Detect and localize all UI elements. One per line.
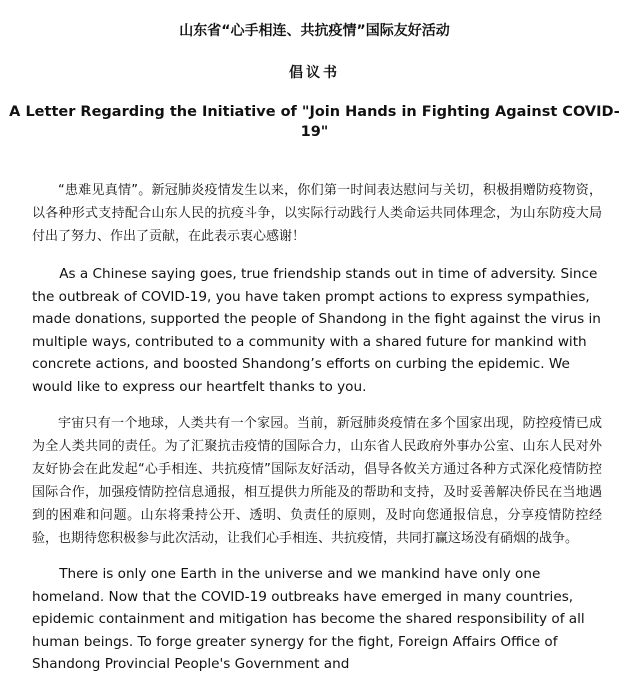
paragraph-chinese-2: 宇宙只有一个地球，人类共有一个家园。当前，新冠肺炎疫情在多个国家出现，防控疫情已成为全人类共同的责任。为了汇聚抗击疫情的国际合力，山东省人民政府外事办公室、山东人民对外友好协会在此发起“心手相连、共抗疫情”国际友好活动，倡导各攸关方通过各种方式深化疫情防控国际合作，加强疫情防控信息通报，相互提供力所能及的帮助和支持，及时妥善解决侨民在当地遇到的困难和问题。山东将秉持公开、透明、负责任的原则，及时向您通报信息，分享疫情防控经验，也期待您积极参与此次活动，让我们心手相连、共抗疫情，共同打赢这场没有硝烟的战争。 [32,416,602,546]
paragraph-english-2: There is only one Earth in the universe and we mankind have only one homeland. Now that the COVID-19 outbreaks have emerged in many countries, epidemic containment and mitigation has become the shared responsibility of all human beings. To forge greater synergy for the fight, Foreign Affairs Office of Shandong Provincial People's Government and [32,566,585,673]
english-letter-title: A Letter Regarding the Initiative of "Join Hands in Fighting Against COVID-19" [9,104,620,140]
paragraph-chinese-1: “患难见真情”。新冠肺炎疫情发生以来，你们第一时间表达慰问与关切，积极捐赠防疫物资，以各种形式支持配合山东人民的抗疫斗争，以实际行动践行人类命运共同体理念，为山东防疫大局付出了努力、作出了贡献，在此表示衷心感谢！ [32,183,602,244]
paragraph-english-1: As a Chinese saying goes, true friendship stands out in time of adversity. Since the outbreak of COVID-19, you have taken prompt actions to express sympathies, made donations, supported the people of Shandong in the fight against the virus in multiple ways, contributed to a community with a shared future for mankind with concrete actions, and boosted Shandong’s efforts on curbing the epidemic. We would like to express our heartfelt thanks to you. [32,266,601,395]
document-title: 倡议书 [289,65,340,81]
event-title: 山东省“心手相连、共抗疫情”国际友好活动 [179,23,450,39]
